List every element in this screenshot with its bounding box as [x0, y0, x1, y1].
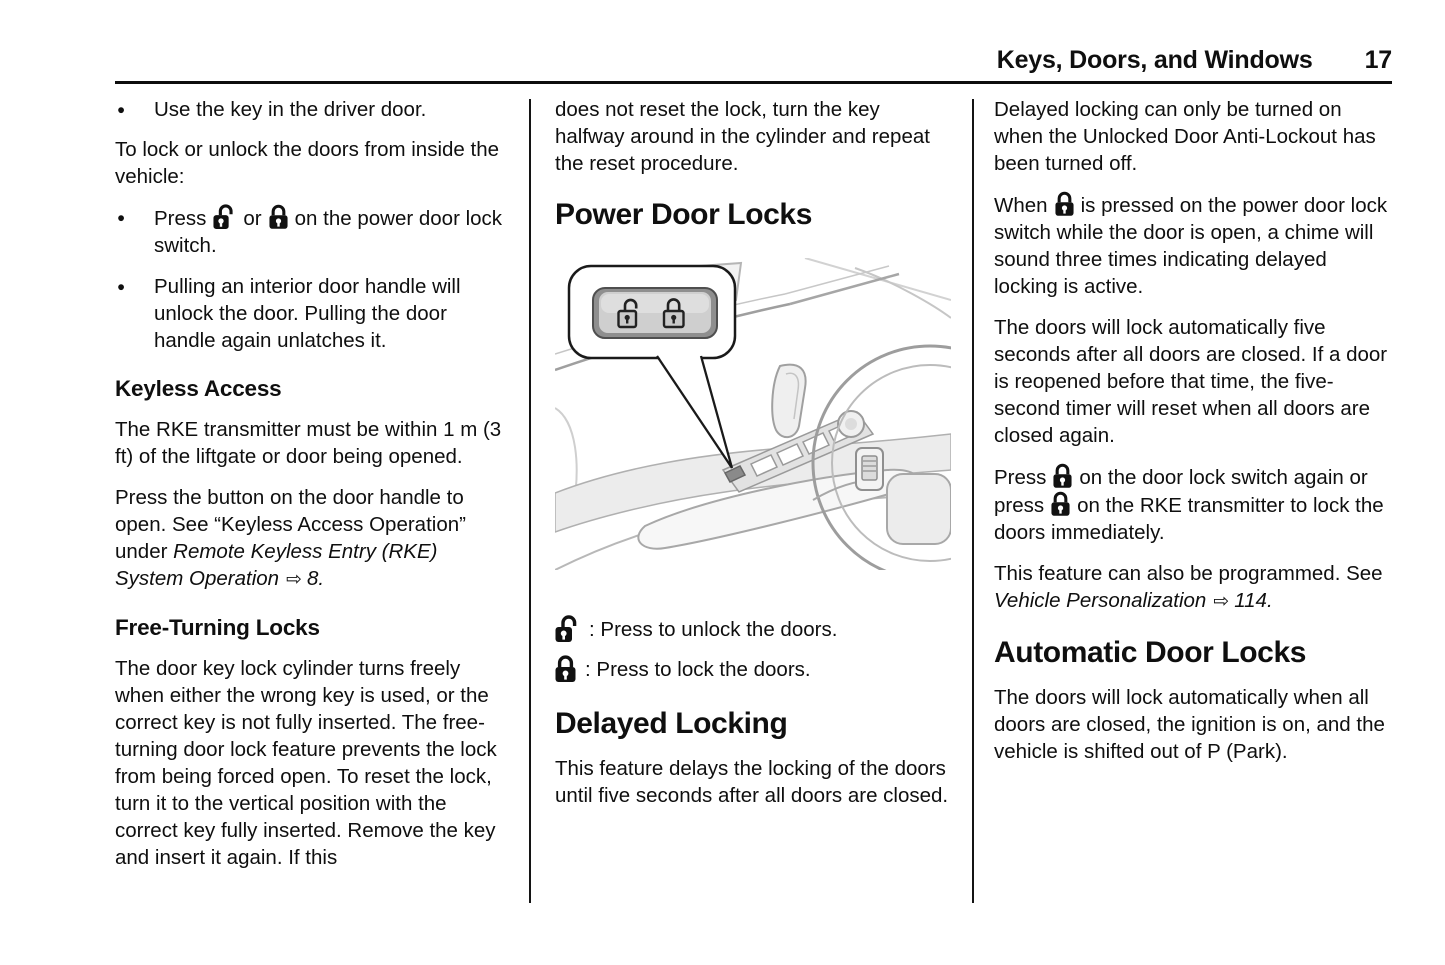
paragraph: This feature can also be programmed. See Vehicle Personalization ⇨ 114.	[994, 562, 1383, 612]
list-item	[115, 273, 509, 354]
paragraph: This feature delays the locking of the doors until five seconds after all doors are closed.	[555, 757, 949, 807]
page-number: 17	[1364, 46, 1392, 74]
cross-reference-arrow-icon: ⇨	[1213, 590, 1230, 612]
padlock-closed-icon	[1051, 491, 1070, 517]
padlock-closed-icon	[269, 204, 288, 230]
paragraph: When is pressed on the power door lock switch while the door is open, a chime will sound three times indicating delayed locking is active.	[994, 191, 1394, 300]
cross-reference-page: 8.	[307, 567, 325, 590]
padlock-open-icon	[555, 615, 580, 643]
cross-reference-title: Vehicle Personalization	[994, 589, 1207, 612]
column-left	[115, 96, 509, 871]
door-panel-drawing	[555, 258, 951, 570]
list-item-text: Use the key in the driver door.	[154, 98, 427, 121]
column-middle	[555, 96, 951, 809]
list-item-text: Press or on the power door lock switch.	[154, 204, 509, 259]
column-separator	[529, 99, 531, 903]
paragraph: The doors will lock automatically five seconds after all doors are closed. If a door is reopened before that time, the five-second timer will reset when all doors are closed again.	[994, 316, 1388, 447]
paragraph: Delayed locking can only be turned on when the Unlocked Door Anti-Lockout has been turned off.	[994, 98, 1376, 175]
cross-reference-page: 114.	[1234, 589, 1273, 612]
padlock-closed-icon	[1055, 191, 1074, 217]
padlock-open-icon	[213, 204, 236, 230]
column-right	[994, 96, 1394, 765]
list-item-text: Pulling an interior door handle will unlock the door. Pulling the door handle again unlatches it.	[154, 275, 461, 352]
section-heading-power-door-locks: Power Door Locks	[555, 198, 812, 231]
section-heading-automatic-door-locks: Automatic Door Locks	[994, 636, 1307, 669]
paragraph: To lock or unlock the doors from inside the vehicle:	[115, 138, 499, 188]
paragraph: The doors will lock automatically when all doors are closed, the ignition is on, and the vehicle is shifted out of P (Park).	[994, 686, 1385, 763]
list-item	[115, 96, 509, 123]
section-heading-keyless-access: Keyless Access	[115, 376, 282, 401]
header-rule	[115, 81, 1392, 84]
paragraph: does not reset the lock, turn the key halfway around in the cylinder and repeat the reset procedure.	[555, 98, 930, 175]
paragraph: The RKE transmitter must be within 1 m (3 ft) of the liftgate or door being opened.	[115, 418, 502, 468]
legend-lock: : Press to lock the doors.	[555, 653, 951, 686]
column-separator	[972, 99, 974, 903]
power-door-lock-illustration	[555, 258, 951, 577]
bullet-marker: ●	[117, 102, 126, 117]
section-heading-delayed-locking: Delayed Locking	[555, 707, 788, 740]
bullet-marker: ●	[117, 210, 126, 225]
padlock-closed-icon	[555, 655, 576, 683]
legend-unlock: : Press to unlock the doors.	[555, 613, 951, 646]
paragraph: Press on the door lock switch again or press on the RKE transmitter to lock the doors immediately.	[994, 463, 1394, 546]
padlock-closed-icon	[1053, 463, 1072, 489]
bullet-marker: ●	[117, 279, 126, 294]
cross-reference-arrow-icon: ⇨	[286, 568, 302, 590]
cross-reference-title: Remote Keyless Entry (RKE) System Operation	[115, 540, 438, 590]
paragraph: Press the button on the door handle to open. See “Keyless Access Operation” under Remote Keyless Entry (RKE) System Operation ⇨ 8.	[115, 486, 466, 590]
paragraph: The door key lock cylinder turns freely when either the wrong key is used, or the correct key is not fully inserted. The free-turning door lock feature prevents the lock from being forced open. To reset the lock, turn it to the vertical position with the correct key fully inserted. Remove the key and insert it again. If this	[115, 657, 497, 869]
list-item	[115, 204, 509, 259]
chapter-title: Keys, Doors, and Windows	[996, 46, 1313, 74]
page-header	[997, 46, 1392, 75]
section-heading-free-turning-locks: Free-Turning Locks	[115, 615, 320, 640]
